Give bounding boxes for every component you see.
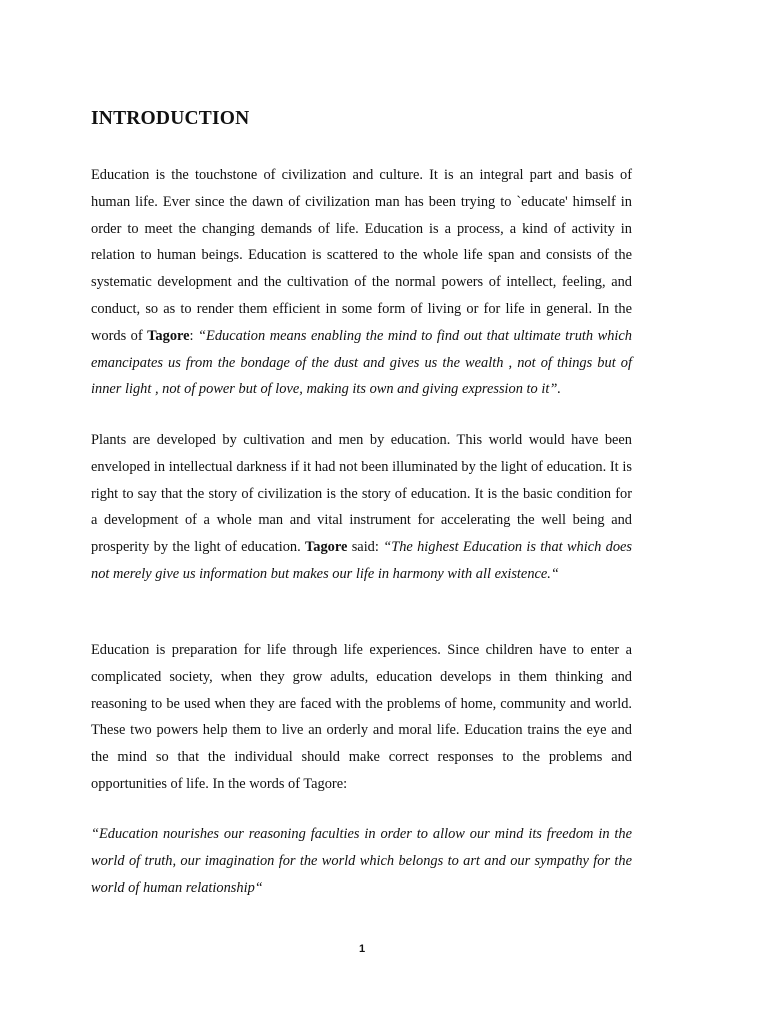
paragraph-2-said: said: [347, 539, 384, 556]
paragraph-2 [91, 427, 632, 588]
paragraph-1-colon: : [189, 327, 199, 344]
paragraph-4 [91, 821, 632, 901]
paragraph-3 [91, 637, 632, 798]
paragraph-3-text: Education is preparation for life through life experiences. Since children have to enter a complicated society, when they grow adults, education develops in them thinking and reasoning to be used when they are faced with the problems of home, community and world. These two powers help them to live an orderly and moral life. Education trains the eye and the mind so that the individual should make correct responses to the problems and opportunities of life. In the words of Tagore: [91, 642, 632, 792]
paragraph-2-quote: “The highest Education is that which does not merely give us information but makes our life in harmony with all existence.“ [91, 539, 633, 582]
paragraph-4-quote: “Education nourishes our reasoning faculties in order to allow our mind its freedom in the world of truth, our imagination for the world which belongs to art and our sympathy for the world of human relationship“ [91, 826, 632, 896]
paragraph-1 [91, 162, 632, 403]
paragraph-1-name: Tagore [147, 327, 190, 344]
paragraph-2-name: Tagore [305, 539, 348, 556]
section-title: INTRODUCTION [91, 108, 250, 129]
page-number: 1 [358, 943, 366, 955]
paragraph-2-text: Plants are developed by cultivation and men by education. This world would have been enveloped in intellectual darkness if it had not been illuminated by the light of education. It is right to say that the story of civilization is the story of education. It is the basic condition for a development of a whole man and vital instrument for accelerating the well being and prosperity by the light of education. [91, 432, 632, 556]
paragraph-1-text: Education is the touchstone of civilization and culture. It is an integral part and basis of human life. Ever since the dawn of civilization man has been trying to `educate' himself in order to meet the changing demands of life. Education is a process, a kind of activity in relation to human beings. Education is scattered to the whole life span and consists of the systematic development and the cultivation of the normal powers of intellect, feeling, and conduct, so as to render them efficient in some form of living or for life in general. In the words of [91, 167, 632, 344]
paragraph-1-quote: “Education means enabling the mind to find out that ultimate truth which emancipates us from the bondage of the dust and gives us the wealth , not of things but of inner light , not of power but of love, making its own and giving expression to it”. [91, 327, 632, 398]
